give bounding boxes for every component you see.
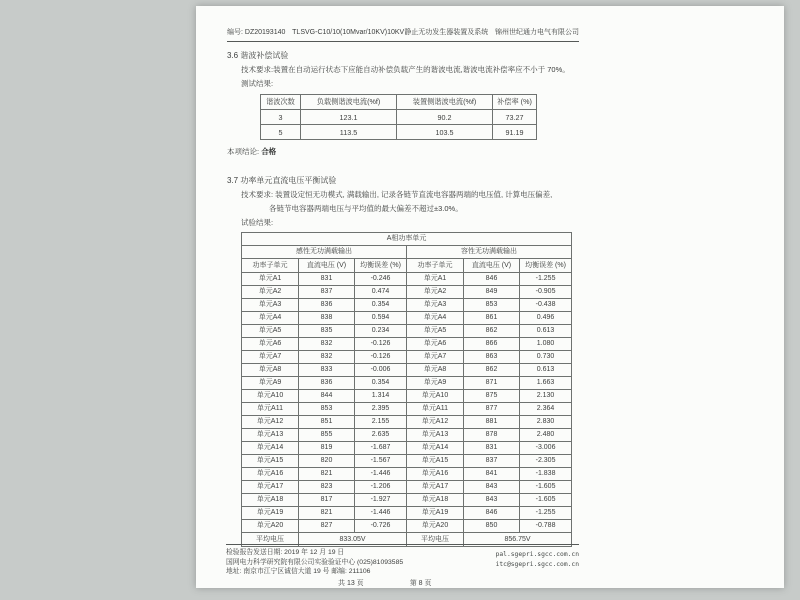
conclusion-value: 合格 [261,147,277,156]
dc-voltage-cell: 851 [299,416,355,429]
table-row [242,416,572,429]
table-row [242,520,572,533]
unit-name-cell: 单元A17 [407,481,464,494]
unit-name-cell: 单元A12 [407,416,464,429]
unit-name-cell: 单元A10 [407,390,464,403]
dc-voltage-cell: 832 [299,351,355,364]
balance-error-cell: -1.605 [520,494,572,507]
average-label: 平均电压 [242,533,299,547]
unit-name-cell: 单元A18 [407,494,464,507]
balance-error-cell: 2.395 [355,403,407,416]
dc-voltage-cell: 823 [299,481,355,494]
dc-voltage-cell: 821 [299,468,355,481]
balance-error-cell: -0.905 [520,286,572,299]
dc-voltage-cell: 843 [464,481,520,494]
dc-voltage-cell: 878 [464,429,520,442]
unit-name-cell: 单元A14 [242,442,299,455]
report-title: TLSVG-C10/10(10Mvar/10KV)10KV静止无功发生器装置及系统 [292,29,489,36]
unit-name-cell: 单元A5 [242,325,299,338]
balance-error-cell: 1.663 [520,377,572,390]
table-row [242,364,572,377]
table-row [242,312,572,325]
table-row [242,442,572,455]
balance-error-cell: -0.438 [520,299,572,312]
dc-voltage-cell: 841 [464,468,520,481]
report-header [227,28,579,42]
phase-a-power-unit-table [241,232,572,547]
unit-name-cell: 单元A8 [407,364,464,377]
unit-name-cell: 单元A11 [407,403,464,416]
dc-voltage-cell: 875 [464,390,520,403]
unit-name-cell: 单元A19 [242,507,299,520]
column-header: 功率子单元 [242,259,299,273]
column-header: 负载侧谐波电流(%f) [301,95,397,110]
dc-voltage-cell: 837 [299,286,355,299]
balance-error-cell: -0.788 [520,520,572,533]
balance-error-cell: 0.730 [520,351,572,364]
unit-name-cell: 单元A17 [242,481,299,494]
table-row [261,110,537,125]
doc-number [227,28,285,37]
footer-website-2: itc@sgepri.sgcc.com.cn [495,560,579,568]
balance-error-cell: 1.080 [520,338,572,351]
unit-name-cell: 单元A3 [242,299,299,312]
unit-name-cell: 单元A19 [407,507,464,520]
column-header: 功率子单元 [407,259,464,273]
balance-error-cell: -0.246 [355,273,407,286]
unit-name-cell: 单元A3 [407,299,464,312]
device-side-current-cell: 90.2 [397,110,493,125]
dc-voltage-cell: 849 [464,286,520,299]
unit-name-cell: 单元A20 [407,520,464,533]
footer-agency: 国网电力科学研究院有限公司实验验证中心 (025)81093585 [226,558,404,566]
column-header: 均衡误差 (%) [520,259,572,273]
unit-name-cell: 单元A2 [407,286,464,299]
unit-name-cell: 单元A16 [407,468,464,481]
balance-error-cell: -1.255 [520,273,572,286]
scanned-report-page [196,6,784,588]
unit-name-cell: 单元A4 [242,312,299,325]
balance-error-cell: 0.613 [520,364,572,377]
balance-error-cell: 0.474 [355,286,407,299]
table-row [242,273,572,286]
section-3-6-result-label: 测试结果: [241,79,274,88]
balance-error-cell: -1.838 [520,468,572,481]
dc-voltage-cell: 862 [464,364,520,377]
section-3-7-requirement-line1: 技术要求: 装置设定恒无功模式, 满载输出, 记录各链节直流电容器两端的电压值, 计算电压偏差, [241,190,553,199]
section-3-7-requirement-line2: 各链节电容器两端电压与平均值的最大偏差不超过±3.0%。 [269,204,463,213]
dc-voltage-cell: 836 [299,377,355,390]
unit-name-cell: 单元A11 [242,403,299,416]
current-page: 第 8 页 [409,579,432,587]
table-row [242,403,572,416]
inductive-output-group-header: 感性无功满载输出 [242,246,407,259]
balance-error-cell: 2.830 [520,416,572,429]
dc-voltage-cell: 820 [299,455,355,468]
balance-error-cell: 1.314 [355,390,407,403]
page-content [227,28,579,547]
balance-error-cell: -1.446 [355,507,407,520]
average-label: 平均电压 [407,533,464,547]
unit-name-cell: 单元A16 [242,468,299,481]
section-3-6-conclusion [227,147,579,157]
column-header: 谐波次数 [261,95,301,110]
balance-error-cell: 2.155 [355,416,407,429]
balance-error-cell: -0.126 [355,338,407,351]
table-row [242,507,572,520]
dc-voltage-cell: 817 [299,494,355,507]
unit-name-cell: 单元A13 [407,429,464,442]
load-side-current-cell: 123.1 [301,110,397,125]
unit-name-cell: 单元A6 [407,338,464,351]
dc-voltage-cell: 861 [464,312,520,325]
column-header: 装置侧谐波电流(%f) [397,95,493,110]
table-row [242,286,572,299]
dc-voltage-cell: 866 [464,338,520,351]
table-header-row [261,95,537,110]
unit-name-cell: 单元A15 [407,455,464,468]
harmonic-order-cell: 5 [261,125,301,140]
page-indicator [338,579,579,589]
table-header-row [242,259,572,273]
dc-voltage-cell: 855 [299,429,355,442]
dc-voltage-cell: 831 [299,273,355,286]
doc-number-value: DZ20193140 [244,29,286,36]
average-voltage-right: 856.75V [464,533,572,547]
unit-name-cell: 单元A4 [407,312,464,325]
balance-error-cell: -0.006 [355,364,407,377]
footer-website-1: pal.sgepri.sgcc.com.cn [495,551,579,558]
balance-error-cell: 2.480 [520,429,572,442]
unit-name-cell: 单元A13 [242,429,299,442]
table-row [242,455,572,468]
load-side-current-cell: 113.5 [301,125,397,140]
balance-error-cell: 2.364 [520,403,572,416]
table-row [242,429,572,442]
unit-name-cell: 单元A7 [407,351,464,364]
table-row [242,325,572,338]
table-row [242,481,572,494]
balance-error-cell: 0.354 [355,299,407,312]
dc-voltage-cell: 831 [464,442,520,455]
table-row [242,468,572,481]
section-3-7-heading: 3.7 功率单元直流电压平衡试验 [227,176,337,185]
table-row [261,125,537,140]
dc-voltage-cell: 862 [464,325,520,338]
section-3-7-result-label: 试验结果: [241,218,274,227]
balance-error-cell: -2.305 [520,455,572,468]
unit-name-cell: 单元A1 [407,273,464,286]
footer-address: 地址: 南京市江宁区诚信大道 19 号 邮编: 211106 [226,568,371,575]
table-title-row [242,233,572,246]
unit-name-cell: 单元A8 [242,364,299,377]
table-row [242,377,572,390]
doc-number-label: 编号: [227,29,243,36]
table-row [242,299,572,312]
footer-websites [496,550,579,569]
footer-send-date: 检验报告发送日期: 2019 年 12 月 19 日 [226,549,345,556]
balance-error-cell: -1.605 [520,481,572,494]
dc-voltage-cell: 881 [464,416,520,429]
dc-voltage-cell: 836 [299,299,355,312]
dc-voltage-cell: 832 [299,338,355,351]
unit-name-cell: 单元A7 [242,351,299,364]
dc-voltage-cell: 835 [299,325,355,338]
unit-name-cell: 单元A2 [242,286,299,299]
balance-error-cell: 0.234 [355,325,407,338]
dc-voltage-cell: 877 [464,403,520,416]
company-name: 锦州世纪通力电气有限公司 [494,29,579,36]
balance-error-cell: 0.594 [355,312,407,325]
balance-error-cell: -1.206 [355,481,407,494]
column-header: 补偿率 (%) [493,95,537,110]
unit-name-cell: 单元A18 [242,494,299,507]
balance-error-cell: -0.126 [355,351,407,364]
balance-error-cell: 0.496 [520,312,572,325]
dc-voltage-cell: 846 [464,273,520,286]
unit-name-cell: 单元A9 [242,377,299,390]
capacitive-output-group-header: 容性无功满载输出 [407,246,572,259]
balance-error-cell: -1.567 [355,455,407,468]
unit-name-cell: 单元A12 [242,416,299,429]
dc-voltage-cell: 846 [464,507,520,520]
dc-voltage-cell: 863 [464,351,520,364]
unit-name-cell: 单元A6 [242,338,299,351]
balance-error-cell: -3.006 [520,442,572,455]
dc-voltage-cell: 838 [299,312,355,325]
dc-voltage-cell: 850 [464,520,520,533]
dc-voltage-cell: 853 [464,299,520,312]
balance-error-cell: 0.354 [355,377,407,390]
section-3-6-heading: 3.6 谐波补偿试验 [227,51,289,60]
table-group-row [242,246,572,259]
balance-error-cell: -1.687 [355,442,407,455]
dc-voltage-cell: 837 [464,455,520,468]
average-voltage-left: 833.05V [299,533,407,547]
balance-error-cell: -1.446 [355,468,407,481]
balance-error-cell: 0.613 [520,325,572,338]
table-title: A相功率单元 [242,233,572,246]
unit-name-cell: 单元A9 [407,377,464,390]
table-row [242,338,572,351]
compensation-rate-cell: 91.19 [493,125,537,140]
balance-error-cell: -1.255 [520,507,572,520]
balance-error-cell: 2.130 [520,390,572,403]
device-side-current-cell: 103.5 [397,125,493,140]
column-header: 均衡误差 (%) [355,259,407,273]
table-row [242,494,572,507]
dc-voltage-cell: 844 [299,390,355,403]
balance-error-cell: -0.726 [355,520,407,533]
balance-error-cell: -1.927 [355,494,407,507]
section-3-6-requirement: 技术要求:装置在自动运行状态下应能自动补偿负载产生的谐波电流,谐波电流补偿率应不小于 70%。 [241,65,570,74]
unit-name-cell: 单元A5 [407,325,464,338]
conclusion-label: 本项结论: [227,147,260,156]
balance-error-cell: 2.635 [355,429,407,442]
column-header: 直流电压 (V) [464,259,520,273]
unit-name-cell: 单元A20 [242,520,299,533]
unit-name-cell: 单元A15 [242,455,299,468]
dc-voltage-cell: 819 [299,442,355,455]
total-pages: 共 13 页 [338,579,364,587]
dc-voltage-cell: 871 [464,377,520,390]
table-row [242,390,572,403]
dc-voltage-cell: 833 [299,364,355,377]
dc-voltage-cell: 843 [464,494,520,507]
harmonic-compensation-table [260,94,537,140]
dc-voltage-cell: 821 [299,507,355,520]
report-footer [226,544,579,588]
dc-voltage-cell: 827 [299,520,355,533]
unit-name-cell: 单元A1 [242,273,299,286]
unit-name-cell: 单元A10 [242,390,299,403]
table-row [242,351,572,364]
unit-name-cell: 单元A14 [407,442,464,455]
dc-voltage-cell: 853 [299,403,355,416]
harmonic-order-cell: 3 [261,110,301,125]
compensation-rate-cell: 73.27 [493,110,537,125]
column-header: 直流电压 (V) [299,259,355,273]
